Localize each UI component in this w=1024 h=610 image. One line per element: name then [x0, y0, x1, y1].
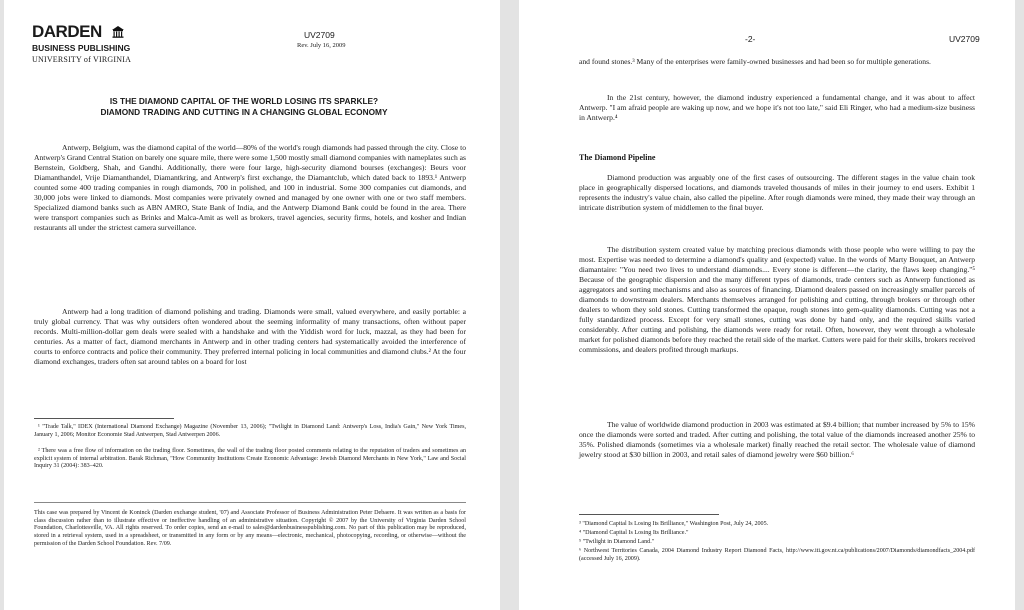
logo-division: BUSINESS PUBLISHING: [32, 43, 131, 53]
revision-date: Rev. July 16, 2009: [297, 42, 346, 49]
footnote-5: ⁵ "Twilight in Diamond Land.": [579, 539, 655, 545]
title-line-1: IS THE DIAMOND CAPITAL OF THE WORLD LOSING ITS SPARKLE?: [109, 96, 379, 106]
body-paragraph-1: Antwerp, Belgium, was the diamond capital of the world—80% of the world's rough diamonds had passed through the city. Close to Antwerp's Grand Central Station on barely one square mile, there were some 1,500 mostly small diamond companies with nameplates such as Bernstein, Goldberg, Shah, and Gandhi. Additionally, there were four large, high-security diamond bourses (exchanges): Beurs voor Diamanthandel, Vrije Diamanthandel, Diamantkring, and Antwerp's first exchange, the Diamantclub, which dated back to 1893.¹ Antwerp counted some 400 trading companies in rough diamonds, 700 in polished, and 100 in industrial. Some 300 companies cut diamonds, and 30,000 jobs were linked to diamonds. Most companies were privately owned and managed by one owner with one or two staff members. Specialized diamond banks such as ABN AMRO, State Bank of India, and the Antwerp Diamond Bank could be found in the area. There were transport companies such as Brinks and Malca-Amit as well as brokers, travel agencies, security firms, hotels, and kosher and Indian restaurants all under the strictest camera surveillance.: [34, 143, 466, 232]
rotunda-icon: [111, 25, 125, 38]
subtitle-line-2: DIAMOND TRADING AND CUTTING IN A CHANGING GLOBAL ECONOMY: [100, 107, 388, 117]
footnote-4: ⁴ "Diamond Capital Is Losing Its Brilliance.": [579, 530, 689, 536]
page-number: -2-: [745, 34, 756, 44]
logo-name: DARDEN: [32, 22, 102, 41]
credit-separator: [34, 502, 466, 503]
footnote-6: ⁶ Northwest Territories Canada, 2004 Diamond Industry Report Diamond Facts, http://www.iti.gov.nt.ca/publications/2007/Diamonds/diamondfacts_2004.pdf (accessed July 16, 2009).: [579, 548, 975, 562]
body-paragraph-2: Antwerp had a long tradition of diamond polishing and trading. Diamonds were small, valued everywhere, and easily portable: a truly global currency. That was why outsiders often wondered about the seeming informality of many transactions, often without paper records. Multi-million-dollar gem deals were sealed with a handshake and with the Yiddish word for luck, mazzal, as they had been for centuries. As a matter of fact, diamond merchants in Antwerp and in other trading centers had systematically avoided the interference of courts to enforce contracts and police their community. They preferred internal policing in local communities and diamond clubs.² At the four diamond exchanges, traders often sat around tables on a board for lost: [34, 307, 466, 366]
footnote-2: ² There was a free flow of information on the trading floor. Sometimes, the wall of the trading floor posted comments relating to the reputation of traders and sometimes an explicit system of internal arbitration. Barak Richman, "How Community Institutions Create Economic Advantage: Jewish Diamond Merchants in New York," Law and Social Inquiry 31 (2004): 383–420.: [34, 448, 466, 470]
section-heading: The Diamond Pipeline: [579, 153, 656, 162]
footnote-1: ¹ "Trade Talk," IDEX (International Diamond Exchange) Magazine (November 13, 2006); "Twilight in Diamond Land: Antwerp's Loss, India's Gain," New York Times, January 1, 2006; Monitor Economie Stad Antwerpen, Stad Antwerpen 2006.: [34, 424, 466, 438]
case-title: [44, 96, 444, 118]
darden-logo: [32, 22, 162, 70]
body-paragraph-continued: and found stones.³ Many of the enterprises were family-owned businesses and had been so for multiple generations.: [579, 57, 931, 66]
case-credit-notice: This case was prepared by Vincent de Koninck (Darden exchange student, '07) and Associate Professor of Business Administration Peter Debaere. It was written as a basis for class discussion rather than to illustrate effective or ineffective handling of an administrative situation. Copyright © 2007 by the University of Virginia Darden School Foundation, Charlottesville, VA. All rights reserved. To order copies, send an e-mail to sales@dardenbusinesspublishing.com. No part of this publication may be reproduced, stored in a retrieval system, used in a spreadsheet, or transmitted in any form or by any means—electronic, mechanical, photocopying, recording, or otherwise—without the permission of the Darden School Foundation. Rev. 7/09.: [34, 510, 466, 547]
body-paragraph-distribution: The distribution system created value by matching precious diamonds with those people who were willing to pay the most. Expertise was needed to determine a diamond's quality and (expected) value. In the words of Marty Bouquet, an Antwerp diamantaire: "You need two lives to understand diamonds.... Every stone is different—the clarity, the flaws keep changing."⁵ Because of the geographic dispersion and the many different types of diamonds, trade centers such as Antwerp functioned as aggregators and sorting mechanisms and also as sources of financing. Diamond dealers passed on increasingly smaller parcels of diamonds to downstream dealers. Merchants themselves arranged for polishing and cutting, through brokers or through other dealers to whom they sold stones. Cutting transformed the opaque, rough stones into gem-quality diamonds. Cutting was not a fully standardized process. Except for very small stones, cutting was done by hand only, and the required skills varied considerably. After cutting and polishing, the diamonds were ready for retail. Often, however, they went through a wholesale market for polished diamonds before they reached the retail side of the market. Cutters were paid for their skills, brokers received commissions, and dealers profited through markups.: [579, 245, 975, 354]
case-number: UV2709: [949, 34, 980, 44]
logo-university: UNIVERSITY of VIRGINIA: [32, 55, 132, 64]
body-paragraph-pipeline: Diamond production was arguably one of the first cases of outsourcing. The different stages in the value chain took place in geographically dispersed locations, and diamonds traveled thousands of miles in their journey to end users. Exhibit 1 represents the industry's value chain, also called the pipeline. After rough diamonds were mined, they made their way through an intricate distribution system of middlemen to the final buyer.: [579, 173, 975, 212]
case-number: UV2709: [304, 30, 335, 40]
document-page-2: [519, 0, 1015, 610]
document-page-1: [4, 0, 500, 610]
footnote-separator: [34, 418, 174, 419]
footnote-3: ³ "Diamond Capital Is Losing Its Brilliance," Washington Post, July 24, 2005.: [579, 521, 769, 527]
body-paragraph-value: The value of worldwide diamond production in 2003 was estimated at $9.4 billion; that number increased by 5% to 15% once the diamonds were sorted and traded. After cutting and polishing, the total value of the diamonds increased another 25% to 35%. Polished diamonds (sometimes via a wholesale market) finally reached the retail sector. The wholesale value of diamond jewelry stood at $30 billion in 2003, and retail sales of diamond jewelry were $60 billion.⁶: [579, 420, 975, 459]
body-paragraph-21st-century: In the 21st century, however, the diamond industry experienced a fundamental change, and it was about to affect Antwerp. "I am afraid people are waking up now, and we hope it's not too late," said Eli Ringer, who had a medium-size business in Antwerp.⁴: [579, 93, 975, 122]
footnote-separator: [579, 514, 719, 515]
